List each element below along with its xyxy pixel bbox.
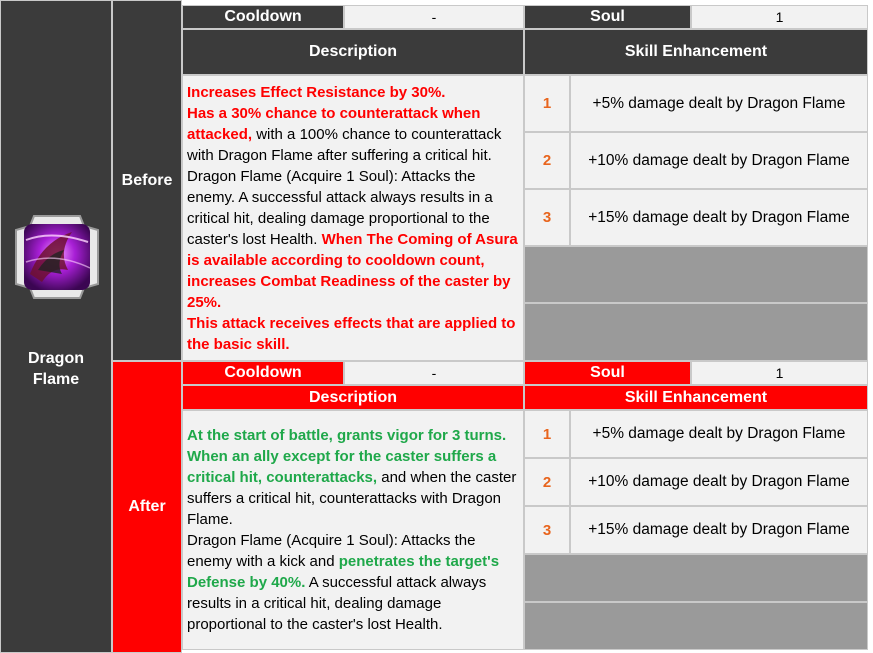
before-enh-level-1: 1 xyxy=(524,75,570,132)
before-cooldown-label: Cooldown xyxy=(182,5,344,29)
after-soul-value: 1 xyxy=(691,361,868,385)
after-description-header: Description xyxy=(182,385,524,410)
before-enh-level-2: 2 xyxy=(524,132,570,189)
after-soul-label: Soul xyxy=(524,361,691,385)
skill-name xyxy=(0,348,112,390)
skill-name-line2: Flame xyxy=(32,371,80,388)
after-enh-level-1: 1 xyxy=(524,410,570,458)
before-label: Before xyxy=(112,0,182,361)
after-description-segment: At the start of battle, grants vigor for 3 turns. xyxy=(187,427,507,444)
after-description-segment: When an ally except for the caster suffers a critical hit, counterattacks, xyxy=(187,448,497,486)
after-label: After xyxy=(112,361,182,653)
after-cooldown-value: - xyxy=(344,361,524,385)
after-enh-text-1: +5% damage dealt by Dragon Flame xyxy=(570,410,868,458)
before-enh-level-3: 3 xyxy=(524,189,570,246)
after-enhancement-header: Skill Enhancement xyxy=(524,385,868,410)
before-enh-text-1: +5% damage dealt by Dragon Flame xyxy=(570,75,868,132)
before-description-segment: Dragon Flame (Acquire 1 Soul): Attacks the enemy. A successful attack always results in a critical hit, dealing damage proportional to the caster's lost Health. xyxy=(187,168,493,248)
after-enh-text-3: +15% damage dealt by Dragon Flame xyxy=(570,506,868,554)
before-enh-text-2: +10% damage dealt by Dragon Flame xyxy=(570,132,868,189)
before-description-segment: Increases Effect Resistance by 30%. xyxy=(187,84,446,101)
after-enh-text-2: +10% damage dealt by Dragon Flame xyxy=(570,458,868,506)
before-description-segment: with a 100% chance to counterattack with Dragon Flame after suffering a critical hit. xyxy=(187,126,502,164)
after-description-segment: penetrates the target's Defense by 40%. xyxy=(187,553,500,591)
after-cooldown-label: Cooldown xyxy=(182,361,344,385)
after-description-text xyxy=(182,410,524,650)
before-description-text xyxy=(182,75,524,361)
before-description-segment: This attack receives effects that are applied to the basic skill. xyxy=(187,315,516,353)
before-soul-label: Soul xyxy=(524,5,691,29)
after-enh-empty-2 xyxy=(524,602,868,650)
after-enh-level-2: 2 xyxy=(524,458,570,506)
before-cooldown-value: - xyxy=(344,5,524,29)
before-description-header: Description xyxy=(182,29,524,75)
after-enh-level-3: 3 xyxy=(524,506,570,554)
before-enh-empty-1 xyxy=(524,246,868,303)
before-enh-empty-2 xyxy=(524,303,868,361)
skill-name-line1: Dragon xyxy=(28,350,84,367)
after-description-segment: Dragon Flame (Acquire 1 Soul): Attacks the enemy with a kick and xyxy=(187,532,476,570)
before-description-segment: When The Coming of Asura is available according to cooldown count, increases Combat Readiness of the caster by 25%. xyxy=(187,231,518,311)
before-description-segment: Has a 30% chance to counterattack when attacked, xyxy=(187,105,481,143)
dragon-flame-skill-icon xyxy=(12,212,102,302)
after-description-segment: A successful attack always results in a critical hit, dealing damage proportional to the caster's lost Health. xyxy=(187,574,487,633)
skill-column xyxy=(0,0,112,653)
before-soul-value: 1 xyxy=(691,5,868,29)
after-enh-empty-1 xyxy=(524,554,868,602)
before-enh-text-3: +15% damage dealt by Dragon Flame xyxy=(570,189,868,246)
after-description-segment: and when the caster suffers a critical hit, counterattacks with Dragon Flame. xyxy=(187,469,517,528)
before-enhancement-header: Skill Enhancement xyxy=(524,29,868,75)
